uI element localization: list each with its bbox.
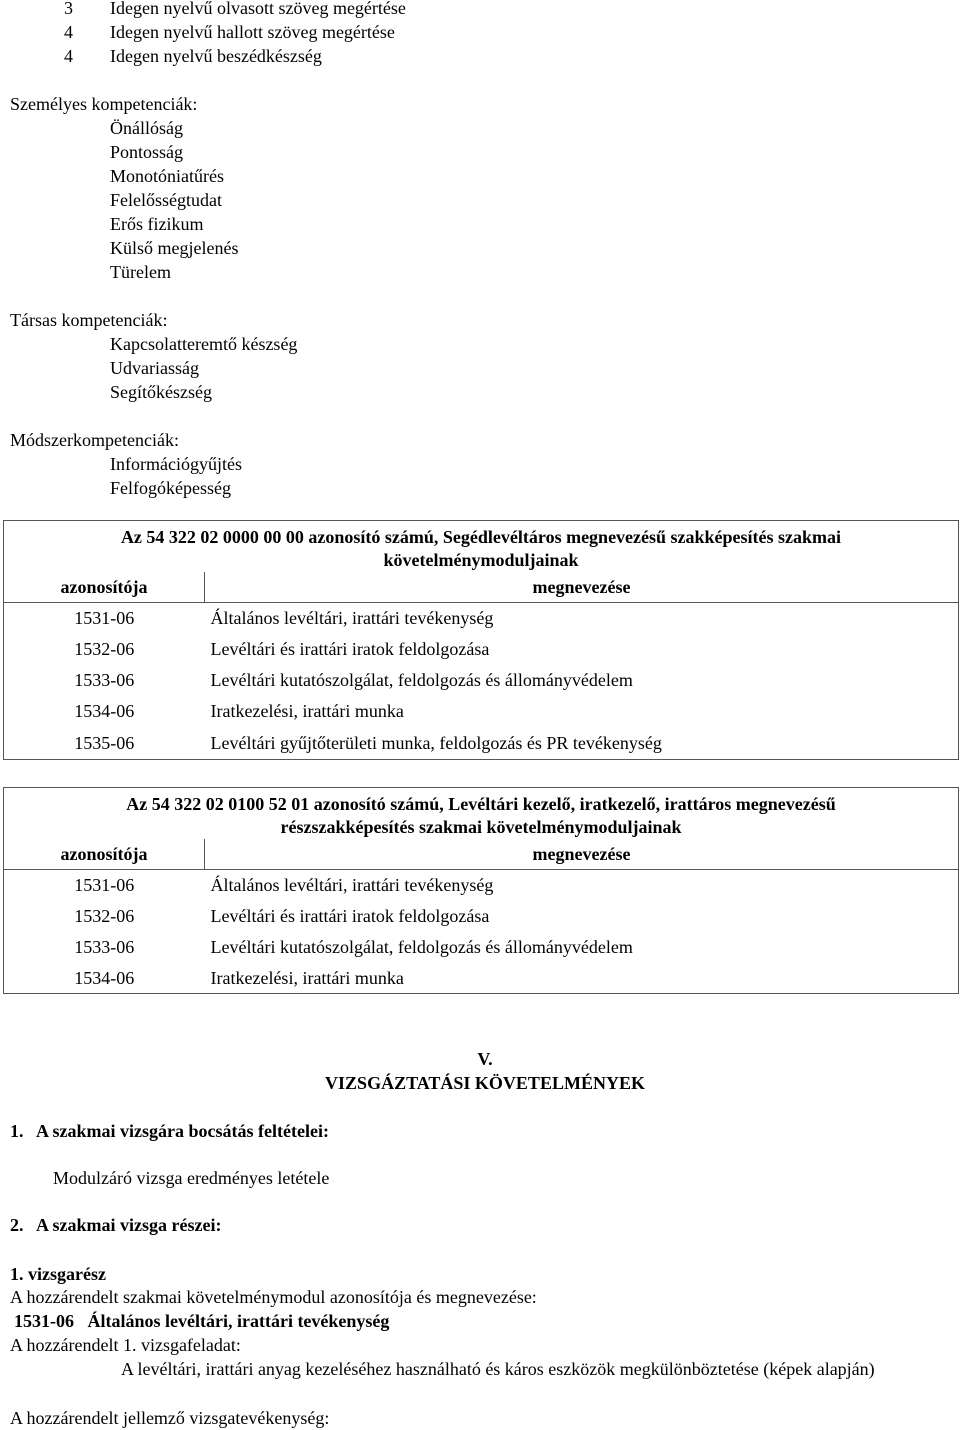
table-title-line2: részszakképesítés szakmai követelménymoduljainak: [280, 817, 682, 837]
language-skill: Idegen nyelvű olvasott szöveg megértése: [110, 0, 406, 18]
module-table-1: [3, 520, 959, 760]
language-level: 3: [64, 0, 73, 18]
competency-item: Kapcsolatteremtő készség: [110, 334, 298, 354]
module-id: 1531-06: [4, 603, 205, 635]
competency-item: Udvariasság: [110, 358, 199, 378]
competency-item: Felelősségtudat: [110, 190, 222, 210]
group-heading: Személyes kompetenciák:: [10, 94, 198, 114]
competency-item: Külső megjelenés: [110, 238, 239, 258]
table-header-row: [4, 839, 959, 870]
table-header-row: [4, 572, 959, 603]
table-title-line2: követelménymoduljainak: [383, 550, 579, 570]
module-name: Levéltári és irattári iratok feldolgozása: [210, 906, 490, 926]
table-row: [4, 870, 959, 902]
competency-item: Monotóniatűrés: [110, 166, 224, 186]
competency-item: Pontosság: [110, 142, 184, 162]
module-name: Levéltári gyűjtőterületi munka, feldolgozás és PR tevékenység: [210, 732, 662, 753]
module-name: Iratkezelési, irattári munka: [210, 967, 404, 988]
activity-label: A hozzárendelt jellemző vizsgatevékenység:: [10, 1408, 330, 1428]
module-name: Általános levéltári, irattári tevékenység: [205, 870, 959, 902]
module-name: Iratkezelési, irattári munka: [210, 701, 404, 721]
module-id: 1534-06: [74, 701, 135, 721]
table-row: [4, 603, 959, 635]
column-header-name: megnevezése: [205, 572, 959, 603]
table-title-line1: Az 54 322 02 0100 52 01 azonosító számú, Levéltári kezelő, iratkezelő, irattáros megnevezésű: [126, 794, 836, 814]
competency-item: Információgyűjtés: [110, 454, 242, 474]
group-heading: Társas kompetenciák:: [10, 310, 168, 330]
assigned-module-label: A hozzárendelt szakmai követelménymodul azonosítója és megnevezése:: [10, 1287, 537, 1307]
section-body: Modulzáró vizsga eredményes letétele: [53, 1168, 330, 1188]
module-id: 1531-06: [4, 870, 205, 902]
column-header-id: azonosítója: [60, 576, 148, 597]
competency-item: Felfogóképesség: [110, 478, 231, 498]
competency-item: Önállóság: [110, 118, 183, 138]
language-level: 4: [64, 22, 73, 42]
language-skill: Idegen nyelvű hallott szöveg megértése: [110, 22, 395, 42]
competency-item: Segítőkészség: [110, 382, 212, 402]
competency-item: Erős fizikum: [110, 214, 204, 234]
module-name: Levéltári kutatószolgálat, feldolgozás és állományvédelem: [210, 670, 633, 690]
table-row: [4, 901, 959, 932]
column-header-id: azonosítója: [60, 843, 148, 864]
language-level: 4: [64, 46, 73, 66]
module-name: Levéltári kutatószolgálat, feldolgozás és állományvédelem: [210, 937, 633, 957]
module-id: 1535-06: [74, 732, 135, 753]
module-id: 1534-06: [74, 967, 135, 988]
chapter-title: VIZSGÁZTATÁSI KÖVETELMÉNYEK: [325, 1073, 645, 1093]
competency-item: Türelem: [110, 262, 171, 282]
group-heading: Módszerkompetenciák:: [10, 430, 179, 450]
table-row: [4, 932, 959, 963]
module-id: 1532-06: [74, 639, 135, 659]
column-header-name: megnevezése: [205, 839, 959, 870]
language-skill: Idegen nyelvű beszédkészség: [110, 46, 322, 66]
module-name: Általános levéltári, irattári tevékenység: [205, 603, 959, 635]
module-id: 1533-06: [74, 670, 135, 690]
task-text: A levéltári, irattári anyag kezeléséhez használható és káros eszközök megkülönböztetése (képek alapján): [121, 1359, 875, 1379]
module-table-2: [3, 787, 959, 994]
assigned-module: 1531-06 Általános levéltári, irattári tevékenység: [14, 1311, 390, 1331]
module-id: 1532-06: [74, 906, 135, 926]
task-label: A hozzárendelt 1. vizsgafeladat:: [10, 1335, 241, 1355]
section-heading: 2. A szakmai vizsga részei:: [10, 1215, 222, 1235]
table-row: [4, 634, 959, 665]
table-row: [4, 963, 959, 994]
table-row: [4, 727, 959, 760]
module-name: Levéltári és irattári iratok feldolgozása: [210, 639, 490, 659]
chapter-number: V.: [477, 1049, 493, 1069]
table-row: [4, 696, 959, 727]
table-row: [4, 665, 959, 696]
module-id: 1533-06: [74, 937, 135, 957]
exam-part-title: 1. vizsgarész: [10, 1264, 106, 1284]
section-heading: 1. A szakmai vizsgára bocsátás feltételei:: [10, 1121, 329, 1141]
table-title-line1: Az 54 322 02 0000 00 00 azonosító számú, Segédlevéltáros megnevezésű szakképesítés szakmai: [120, 527, 842, 547]
